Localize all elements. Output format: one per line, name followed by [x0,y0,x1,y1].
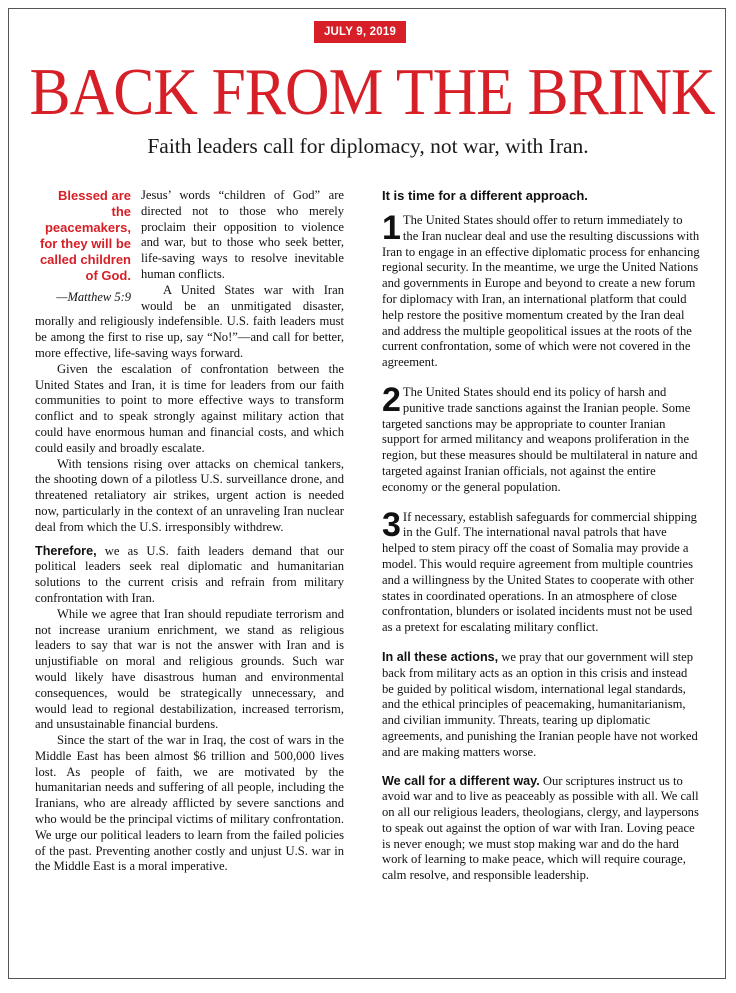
numbered-item [382,209,700,371]
paragraph-text: we as U.S. faith leaders demand that our political leaders seek real diplomatic and humanitarian solutions to the current crisis and refrain from military confrontation with Iran. [35,543,344,605]
item-text: The United States should offer to return immediately to the Iran nuclear deal and use the resulting discussions with Iran to engage in an effective diplomatic process for enhancing regional security. In the meantime, we urge the United Nations and governments in Europe and beyond to create a new forum for diplomacy with Iran, an international platform that could help restore the positive momentum created by the Iran deal and address the multiple geopolitical issues at the roots of the current confrontation, some of which were not covered in the agreement. [382,213,700,370]
body-paragraph: With tensions rising over attacks on chemical tankers, the shooting down of a pilotless U.S. surveillance drone, and threatened retaliatory air strikes, urgent action is needed now, particularly in the context of an unraveling Iran nuclear deal from which the U.S. irresponsibly withdrew. [35,456,344,534]
date-badge: JULY 9, 2019 [314,21,406,43]
right-column [382,188,700,897]
body-paragraph: Given the escalation of confrontation between the United States and Iran, it is time for leaders from our faith communities to point to more effective ways to transform conflict and to speak strongly against military action that could have enormous human and financial costs, and which could easily and broadly escalate. [35,361,344,455]
headline: BACK FROM THE BRINK [29,55,715,129]
item-text: If necessary, establish safeguards for commercial shipping in the Gulf. The international naval patrols that have helped to stem piracy off the coast of Somalia may provide a model. This would require agreement from multiple countries and a willingness by the United States to cooperate with other states in coordinated operations. In an atmosphere of close confrontation, blunders or isolated incidents must not be used as a pretext for escalating military conflict. [382,509,697,635]
numbered-item [382,380,700,496]
lead-in: We call for a different way. [382,773,540,788]
left-column [35,188,344,875]
item-number: 1 [382,209,401,247]
item-text: The United States should end its policy of harsh and punitive trade sanctions against the Iranian people. Some targeted sanctions may be appropriate to counter Iranian support for armed militancy and weapons proliferation in the region, but these measures should be multilateral in nature and targeted against Iranian officials, not against the entire economy or the general population. [382,384,698,494]
lead-in: In all these actions, [382,649,499,664]
pull-quote-citation: —Matthew 5:9 [56,290,131,304]
paragraph-text: Our scriptures instruct us to avoid war and to live as peaceably as possible with all. We call on all our religious leaders, theologians, clergy, and laypersons to speak out against the option of war with Iran. Loving peace is never enough; we must stop making war and do the hard work of learning to make peace, which will require courage, calm resolve, and responsible leadership. [382,773,699,883]
closing-paragraph-call [382,774,700,885]
subheadline: Faith leaders call for diplomacy, not war, with Iran. [147,134,589,158]
numbered-item [382,505,700,636]
closing-paragraph-actions [382,650,700,761]
section-heading: It is time for a different approach. [382,188,588,203]
lead-in: Therefore, [35,543,97,558]
item-number: 2 [382,380,401,419]
body-paragraph: Since the start of the war in Iraq, the cost of wars in the Middle East has been almost $6 trillion and 500,000 lives lost. As people of faith, we are motivated by the humanitarian needs and suffering of all people, including the Iranians, who are already afflicted by severe sanctions and who would be the principal victims of military confrontation. We urge our political leaders to learn from the failed policies of the past. Preventing another costly and unjust U.S. war in the Middle East is a moral imperative. [35,733,344,874]
item-number: 3 [382,505,401,544]
paragraph-text: we pray that our government will step back from military acts as an option in this crisis and instead be guided by political wisdom, international legal standards, and the ethical principles of peacemaking, humanitarianism, and civilian immunity. Threats, tearing up diplomatic agreements, and punishing the Iranian people have not worked and are making matters worse. [382,649,698,759]
body-paragraph-therefore [35,544,344,607]
body-paragraph: Jesus’ words “children of God” are directed not to those who merely proclaim their opposition to violence and war, but to those who seek better, life-saving ways to resolve inevitable human conflicts. [141,188,344,281]
body-paragraph: While we agree that Iran should repudiate terrorism and not increase uranium enrichment, we stand as religious leaders to say that war is not the answer with Iran and is unjustifiable on moral and religious grounds. Such war would likely have disastrous human and environmental consequences, would be strategically unnecessary, and would lead to regional destabilization, increased terrorism, and unsustainable financial burdens. [35,606,344,732]
pull-quote-text: Blessed are the peacemakers, for they will be called children of God. [39,188,131,283]
pull-quote [35,188,131,306]
body-paragraph: A United States war with Iran would be an unmitigated disaster, morally and religiously indefensible. U.S. faith leaders must be among the first to rise up, say “No!”—and call for better, more effective, life-saving ways forward. [35,282,344,360]
